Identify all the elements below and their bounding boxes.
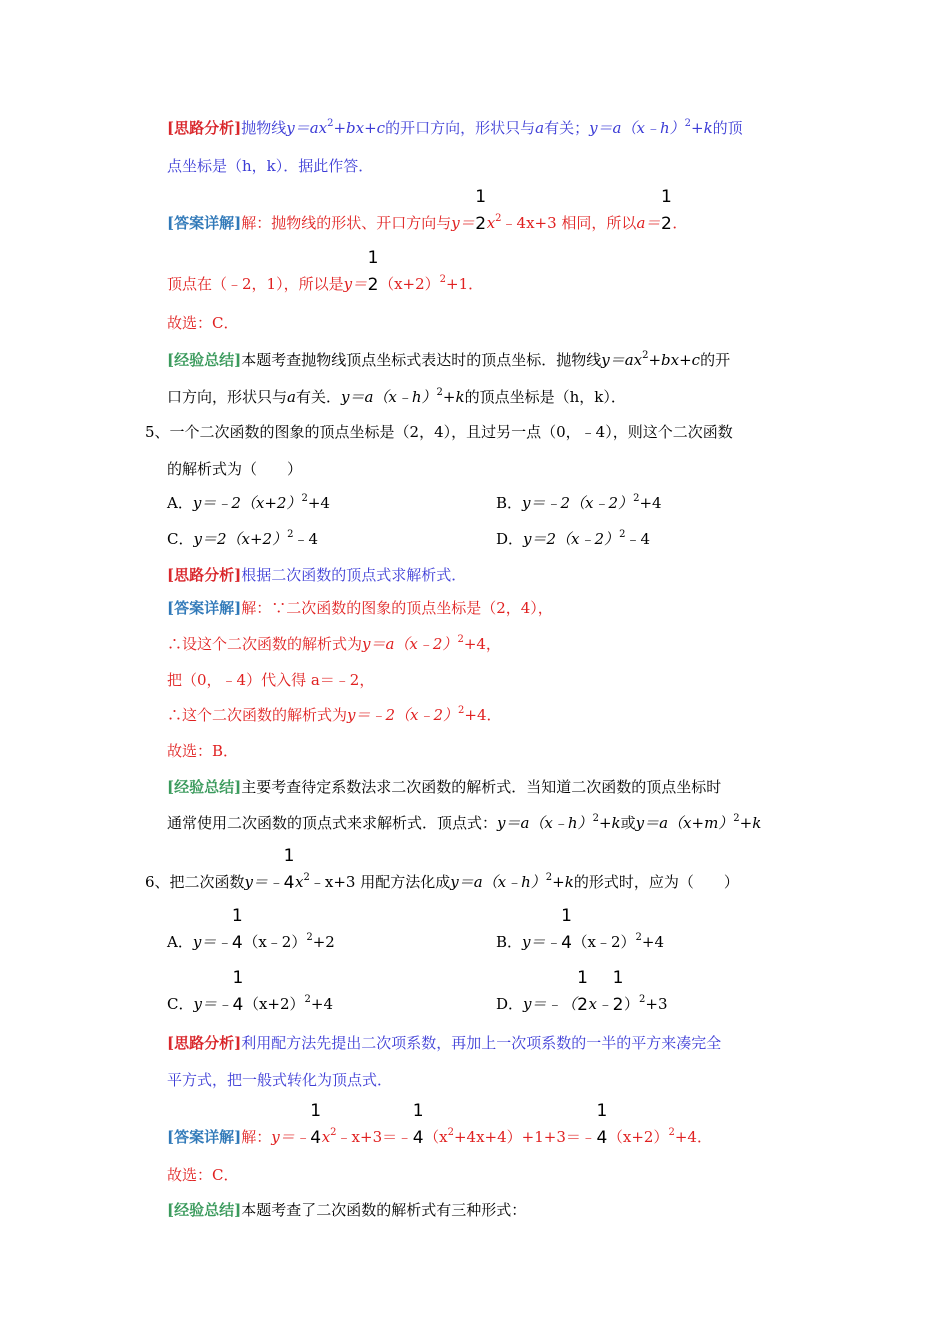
fraction-one-quarter: 1 4 [412, 1101, 424, 1148]
fraction-one-quarter: 1 4 [232, 968, 244, 1015]
analysis-tag: [思路分析] [167, 119, 242, 137]
q6-choice-result: 故选：C． [167, 1166, 239, 1184]
choice-result: 故选：C． [167, 314, 239, 332]
q5-answer-line-3: 把（0，﹣4）代入得 a＝﹣2， [167, 671, 375, 689]
q5-option-a[interactable]: A．$y=﹣2(x+2)^2+4$ [167, 493, 330, 512]
fraction-one-quarter: 1 4 [283, 846, 295, 893]
q6-analysis-line-2: 平方式，把一般式转化为顶点式． [167, 1071, 393, 1089]
analysis-tag: [思路分析] [167, 566, 242, 584]
fraction-one-quarter: 1 4 [596, 1101, 608, 1148]
q5-stem-line-1: 5、一个二次函数的图象的顶点坐标是（2，4），且过另一点（0，﹣4），则这个二次函数 [145, 423, 733, 441]
answer-line-1: [答案详解]解：抛物线的形状、开口方向与y＝ 1 2 $x^2﹣4x+3$ 相同，所以a＝ 1 2 ． [167, 187, 688, 234]
q6-analysis-line-1: [思路分析]利用配方法先提出二次项系数，再加上一次项系数的一半的平方来凑完全 [167, 1034, 722, 1052]
answer-tag: [答案详解] [167, 214, 242, 232]
fraction-one-quarter: 1 4 [231, 906, 243, 953]
fraction-one-quarter: 1 4 [561, 906, 572, 953]
fraction-one-half: 1 2 [660, 187, 672, 234]
q5-answer-line-2: ∴设这个二次函数的解析式为y＝a（x﹣2）$^2$+4， [167, 634, 501, 653]
fraction-one-quarter: 1 4 [310, 1101, 322, 1148]
q5-answer-line-1: [答案详解]解：∵二次函数的图象的顶点坐标是（2，4）， [167, 599, 553, 617]
q5-stem-line-2: 的解析式为（ ） [167, 460, 303, 478]
fraction-one-half: 1 2 [367, 248, 379, 295]
fraction-one-half: 1 2 [577, 968, 588, 1015]
answer-line-2: 顶点在（﹣2，1），所以是y＝ 1 2 $(x+2)^2+1$． [167, 248, 484, 295]
analysis-text: 抛物线$y=ax^2+bx+c$的开口方向，形状只与a有关；y＝a（x﹣h）$^2$+k的顶 [241, 118, 743, 137]
analysis-tag: [思路分析] [167, 1034, 242, 1052]
q5-option-c[interactable]: C．$y=2(x+2)^2﹣4$ [167, 529, 318, 548]
answer-tag: [答案详解] [167, 1128, 242, 1146]
summary-line-1: [经验总结]本题考查抛物线顶点坐标式表达时的顶点坐标．抛物线$y=ax^2+bx+c$的开 [167, 350, 731, 369]
fraction-one-half: 1 2 [475, 187, 487, 234]
summary-tag: [经验总结] [167, 351, 242, 369]
q5-option-b[interactable]: B．y＝﹣2（x﹣2）$^2$+4 [496, 493, 662, 512]
q5-answer-line-4: ∴这个二次函数的解析式为y＝﹣2（x﹣2）$^2$+4． [167, 705, 502, 724]
q6-option-b[interactable]: B．y＝﹣ 1 4 （x﹣2）$^2$+4 [496, 906, 665, 953]
q6-option-a[interactable]: A．y＝﹣ 1 4 （x﹣2）$^2$+2 [167, 906, 335, 953]
analysis-line-1 [167, 118, 743, 138]
summary-tag: [经验总结] [167, 778, 242, 796]
q6-summary: [经验总结]本题考查了二次函数的解析式有三种形式： [167, 1201, 527, 1219]
q6-answer: [答案详解]解：y＝﹣ 1 4 $x^2﹣x+3=﹣$ 1 4 $(x^2+4x+4)+1+3=﹣$ 1 4 $(x+2)^2+4$． [167, 1101, 712, 1148]
q5-choice-result: 故选：B． [167, 742, 239, 760]
q5-analysis: [思路分析]根据二次函数的顶点式求解析式． [167, 566, 467, 584]
answer-tag: [答案详解] [167, 599, 242, 617]
q6-stem: 6、把二次函数y＝﹣ 1 4 $x^2﹣x+3$ 用配方法化成y＝a（x﹣h）$^2$+k的形式时，应为（ ） [145, 846, 739, 893]
analysis-line-2: 点坐标是（h，k）．据此作答． [167, 157, 374, 175]
q5-summary-line-2: 通常使用二次函数的顶点式来求解析式．顶点式：y＝a（x﹣h）$^2$+k或$y=a(x+m)^2+k$ [167, 813, 762, 832]
summary-line-2: 口方向，形状只与a有关．y＝a（x﹣h）$^2$+k的顶点坐标是（h，k）． [167, 387, 626, 406]
summary-tag: [经验总结] [167, 1201, 242, 1219]
q5-option-d[interactable]: D．y＝2（x﹣2）$^2$﹣4 [496, 529, 650, 548]
q6-option-d[interactable]: D．y＝﹣（ 1 2 x﹣ 1 2 ）$^2$+3 [496, 968, 668, 1015]
q6-option-c[interactable]: C．y＝﹣ 1 4 $(x+2)^2+4$ [167, 968, 334, 1015]
fraction-one-half: 1 2 [612, 968, 624, 1015]
q5-summary-line-1: [经验总结]主要考查待定系数法求二次函数的解析式．当知道二次函数的顶点坐标时 [167, 778, 722, 796]
